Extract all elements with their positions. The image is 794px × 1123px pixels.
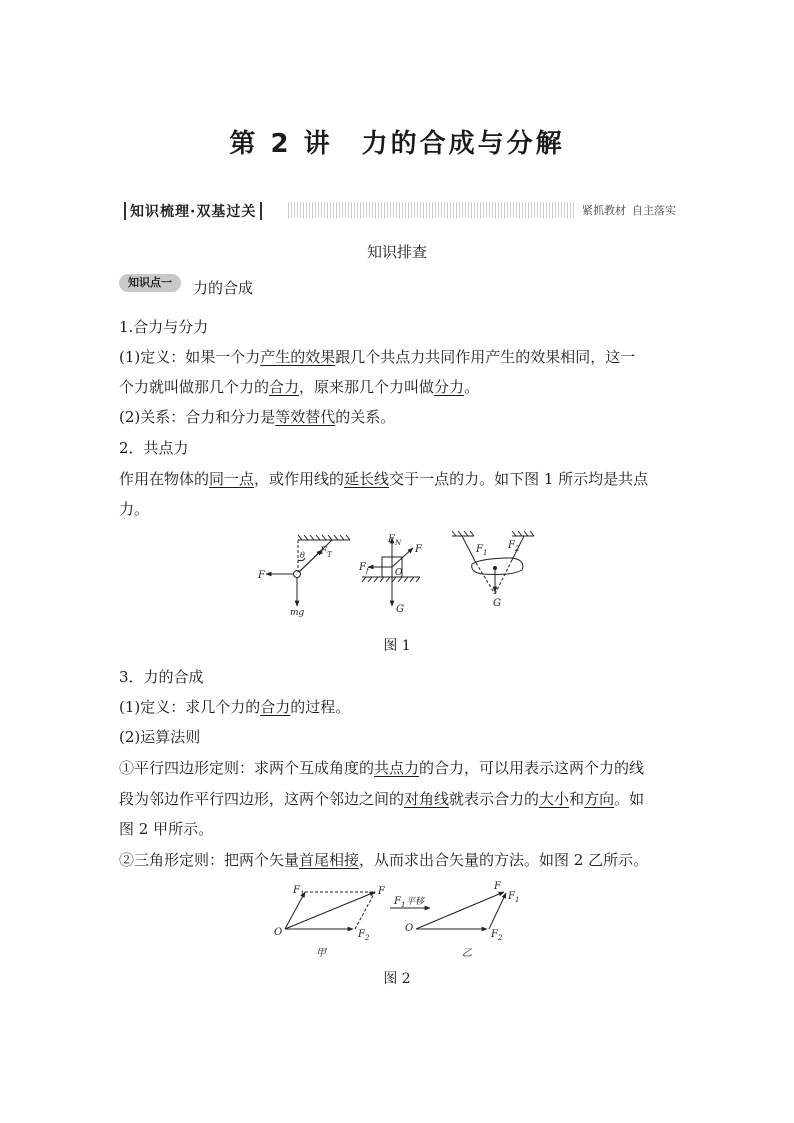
svg-text:2: 2 [365,934,370,942]
svg-text:1: 1 [401,901,406,909]
s1-definition-line2: 个力就叫做那几个力的合力，原来那几个力叫做分力。 [119,378,480,396]
s2-paragraph-line2: 力。 [119,500,150,518]
s3-heading: 3．力的合成 [119,668,204,686]
s3-triangle-rule: ②三角形定则：把两个矢量首尾相接，从而求出合矢量的方法。如图 2 乙所示。 [119,851,649,869]
svg-text:F: F [320,546,327,557]
s1-heading: 1.合力与分力 [119,318,209,336]
figure-2 [270,878,530,962]
banner-left-label: 知识梳理·双基过关 [130,204,257,220]
svg-text:f: f [366,567,369,575]
s2-heading: 2．共点力 [119,439,189,457]
svg-text:F: F [508,540,515,551]
figure-1-hanging [452,531,534,594]
figure-1-block [362,538,420,606]
knowledge-point-text: 力的合成 [193,279,254,297]
svg-text:O: O [274,927,283,938]
figure-2-caption: 图 2 [383,971,411,987]
figure-1-pendulum [266,535,350,606]
svg-text:F: F [476,544,483,555]
svg-text:1: 1 [483,549,488,557]
svg-text:2: 2 [498,934,503,942]
svg-text:1: 1 [515,896,520,904]
svg-text:N: N [395,539,402,547]
svg-text:F: F [293,885,300,896]
svg-text:F: F [258,570,265,581]
s3-parallelogram-line2: 段为邻边作平行四边形，这两个邻边之间的对角线就表示合力的大小和方向。如 [119,790,645,808]
banner-right-label-2: 自主落实 [632,204,676,217]
banner-right [576,202,678,218]
s1-relation: (2)关系：合力和分力是等效替代的关系。 [119,408,396,426]
svg-text:F: F [388,534,395,545]
svg-text:F: F [508,891,515,902]
svg-text:θ: θ [300,551,305,560]
svg-text:G: G [493,598,501,609]
banner-right-label-1: 紧抓教材 [582,204,626,217]
svg-text:2: 2 [515,545,520,553]
svg-text:T: T [327,551,332,559]
s3-parallelogram-line3: 图 2 甲所示。 [119,820,214,838]
svg-text:O: O [405,923,414,934]
s2-paragraph-line1: 作用在物体的同一点，或作用线的延长线交于一点的力。如下图 1 所示均是共点 [119,470,649,488]
svg-text:平移: 平移 [406,897,425,907]
svg-text:乙: 乙 [462,948,472,959]
svg-text:1: 1 [300,890,305,898]
section-title: 知识排查 [366,243,427,261]
knowledge-point-badge: 知识点一 [119,274,181,292]
s1-definition-line1: (1)定义：如果一个力产生的效果跟几个共点力共同作用产生的效果相同，这一 [119,348,636,366]
figure-2-parallelogram [285,892,375,929]
svg-text:F: F [415,544,422,555]
svg-text:F: F [394,896,401,907]
svg-text:甲: 甲 [316,948,326,959]
s3-definition: (1)定义：求几个力的合力的过程。 [119,698,351,716]
figure-1-caption: 图 1 [383,638,411,654]
s3-parallelogram-line1: ①平行四边形定则：求两个互成角度的共点力的合力，可以用表示这两个力的线 [119,759,645,777]
svg-text:F: F [359,562,366,573]
s3-rule-heading: (2)运算法则 [119,728,201,746]
svg-text:mg: mg [290,608,305,618]
svg-text:F: F [491,929,498,940]
section-banner [120,200,678,222]
figure-1 [250,528,550,618]
page-title: 第 2 讲 力的合成与分解 [229,129,565,159]
svg-text:G: G [396,604,404,615]
banner-left [120,201,266,221]
svg-text:F: F [358,929,365,940]
svg-text:O: O [395,568,403,578]
svg-text:F: F [378,886,385,897]
svg-text:F: F [494,881,501,892]
